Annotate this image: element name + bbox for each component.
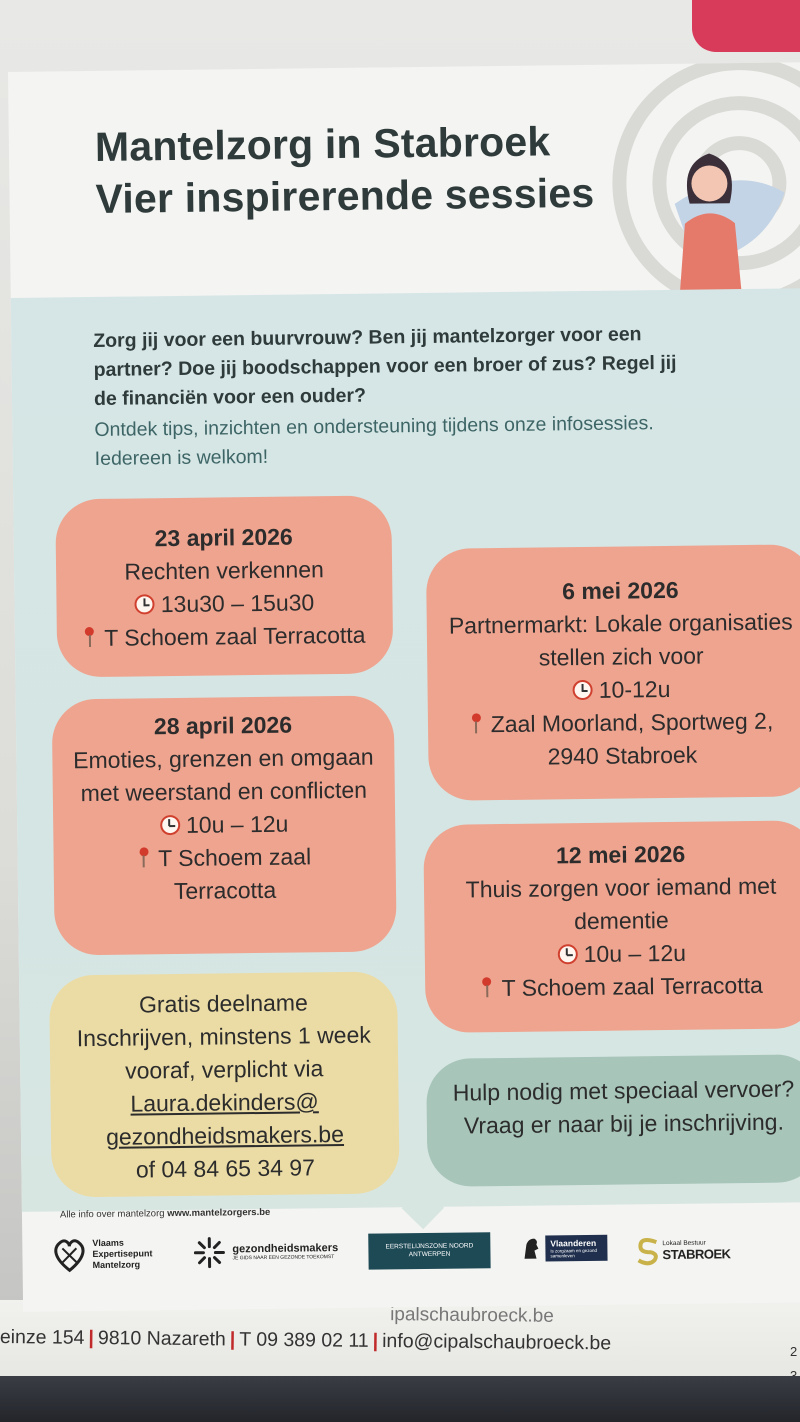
logo-vem — [52, 1228, 183, 1280]
clock-icon — [160, 815, 180, 835]
obscured-email: ipalschaubroeck.be — [390, 1304, 554, 1327]
session-topic: Rechten verkennen — [124, 556, 324, 585]
session-time: 10-12u — [598, 675, 671, 703]
location-pin-icon — [138, 847, 148, 869]
logo-stabroek-top: Lokaal Bestuur — [662, 1239, 706, 1248]
registration-card — [49, 971, 400, 1197]
registration-instructions: Inschrijven, minstens 1 week vooraf, verplicht via — [76, 1021, 371, 1084]
letterhead-address: ipalschaubroeck.be einze 154 | 9810 Nazareth | T 09 389 02 11 | info@cipalschaubroeck.be — [0, 1304, 612, 1355]
session-time: 10u – 12u — [185, 810, 289, 838]
session-date: 12 mei 2026 — [555, 840, 686, 869]
logo-stabroek — [636, 1225, 737, 1276]
title-line-1: Mantelzorg in Stabroek — [94, 118, 551, 170]
intro-questions: Zorg jij voor een buurvrouw? Ben jij mantelzorger voor een partner? Doe jij boodschappen voor een broer of zus? Regel jij de financiën voor een ouder? — [93, 323, 677, 410]
address-street: einze 154 — [0, 1326, 85, 1349]
session-time: 13u30 – 15u30 — [160, 589, 315, 618]
clock-icon — [135, 594, 155, 614]
session-topic: Emoties, grenzen en omgaan met weerstand en conflicten — [73, 743, 374, 807]
location-pin-icon — [471, 713, 481, 735]
session-time: 10u – 12u — [583, 939, 687, 968]
flyer-page — [8, 62, 800, 1312]
info-label: Alle info over mantelzorg — [59, 1208, 165, 1221]
session-location: T Schoem zaal Terracotta — [501, 971, 763, 1002]
session-card-2 — [52, 695, 397, 955]
logo-eerstelijnszone — [368, 1232, 490, 1269]
session-date: 23 april 2026 — [154, 523, 293, 552]
stabroek-s-icon — [636, 1236, 660, 1266]
transport-card — [426, 1054, 800, 1187]
starburst-icon — [192, 1235, 226, 1269]
transport-note: Hulp nodig met speciaal vervoer? Vraag er naar bij je inschrijving. — [452, 1075, 795, 1139]
intro-text — [93, 320, 685, 474]
clock-icon — [573, 680, 593, 700]
logo-eerstelijnszone-text: EERSTELIJNSZONE NOORD ANTWERPEN — [385, 1242, 474, 1259]
flemish-lion-icon — [520, 1235, 542, 1263]
partner-logos — [52, 1220, 800, 1289]
heart-knot-icon — [52, 1234, 86, 1274]
title-line-2: Vier inspirerende sessies — [95, 169, 595, 222]
logo-stabroek-name: STABROEK — [662, 1246, 731, 1263]
red-folder-tab — [692, 0, 800, 52]
registration-phone: of 04 84 65 34 97 — [135, 1154, 316, 1183]
logo-vlaanderen — [520, 1231, 614, 1266]
session-topic: Partnermarkt: Lokale organisaties stellen zich voor — [448, 608, 793, 671]
page-number-2: 2 — [790, 1344, 798, 1359]
session-location: T Schoem zaal Terracotta — [157, 843, 312, 905]
session-location: T Schoem zaal Terracotta — [104, 621, 366, 651]
location-pin-icon — [84, 627, 94, 649]
session-card-1 — [55, 495, 393, 677]
logo-vem-text: Vlaams Expertisepunt Mantelzorg — [92, 1237, 153, 1270]
bottom-dark-area — [0, 1376, 800, 1422]
logo-vlaanderen-name: Vlaanderen — [550, 1237, 597, 1249]
clock-icon — [558, 944, 578, 964]
address-city: 9810 Nazareth — [97, 1327, 226, 1351]
address-phone: T 09 389 02 11 — [239, 1328, 369, 1352]
session-card-3 — [426, 544, 800, 801]
session-date: 28 april 2026 — [153, 711, 293, 740]
session-card-4 — [423, 820, 800, 1033]
logo-gezondheidsmakers-name: gezondheidsmakers — [232, 1241, 339, 1255]
registration-free: Gratis deelname — [138, 989, 308, 1018]
location-pin-icon — [481, 977, 491, 999]
address-email: info@cipalschaubroeck.be — [382, 1330, 612, 1355]
registration-email-part2[interactable]: gezondheidsmakers.be — [105, 1120, 345, 1150]
intro-body: Ontdek tips, inzichten en ondersteuning tijdens onze infosessies. Iedereen is welkom! — [94, 412, 654, 470]
info-url[interactable]: www.mantelzorgers.be — [167, 1206, 271, 1220]
session-topic: Thuis zorgen voor iemand met dementie — [465, 872, 777, 935]
mantelzorg-info-line — [60, 1207, 270, 1221]
logo-gezondheidsmakers — [192, 1226, 363, 1278]
registration-email-part1[interactable]: Laura.dekinders@ — [130, 1088, 319, 1117]
session-location: Zaal Moorland, Sportweg 2, 2940 Stabroek — [490, 707, 774, 770]
logo-gezondheidsmakers-tag: JE GIDS NAAR EEN GEZONDE TOEKOMST — [232, 1253, 335, 1261]
logo-vlaanderen-tag: is zorgzaam en gezond samenleven — [550, 1247, 598, 1259]
session-date: 6 mei 2026 — [562, 576, 679, 605]
page-title — [95, 115, 595, 225]
